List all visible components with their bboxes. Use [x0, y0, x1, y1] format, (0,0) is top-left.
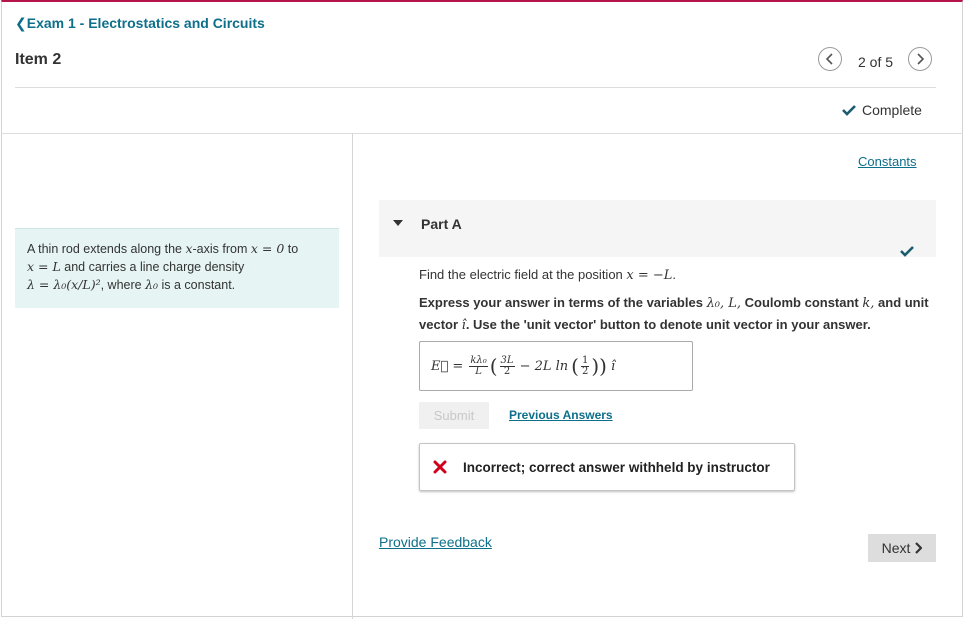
header-divider: [15, 87, 936, 88]
chevron-left-icon: [825, 53, 835, 65]
fraction-one-half: $\frac{1}{2}$: [581, 354, 589, 377]
error-x-icon: [433, 460, 447, 474]
checkmark-icon: [842, 104, 856, 116]
previous-answers-link[interactable]: Previous Answers: [509, 408, 613, 422]
provide-feedback-link[interactable]: Provide Feedback: [379, 534, 492, 550]
submitted-answer-field[interactable]: E⃗ = $\frac{\text{kλ₀}}{L}$ ( $\frac{3L}{2}$ − 2L ln ( $\frac{1}{2}$ )) î: [419, 341, 693, 391]
fraction-3l-over-2: $\frac{3L}{2}$: [500, 354, 514, 377]
problem-intro: A thin rod extends along the x-axis from x = 0 to x = L and carries a line charge density λ = λ₀(x/L)², where λ₀ is a constant.: [15, 228, 339, 308]
feedback-message: Incorrect; correct answer withheld by instructor: [463, 459, 770, 475]
question-text: Find the electric field at the position x = −L.: [419, 267, 677, 283]
fraction-k-lambda-over-l: $\frac{\text{kλ₀}}{L}$: [470, 354, 487, 377]
part-title: Part A: [421, 216, 462, 232]
answer-minus-term: − 2L ln: [519, 358, 569, 374]
answer-lhs: E⃗ =: [431, 358, 464, 374]
chevron-right-icon: [914, 542, 922, 554]
next-button[interactable]: [868, 534, 936, 562]
previous-item-button[interactable]: [818, 47, 842, 71]
part-a-header[interactable]: [379, 200, 936, 257]
constants-link[interactable]: Constants: [858, 154, 917, 169]
chevron-left-icon: ❮: [15, 15, 27, 31]
answer-unit-vector: î: [610, 358, 616, 374]
back-label: Exam 1 - Electrostatics and Circuits: [26, 15, 265, 31]
incorrect-feedback-box: [419, 443, 795, 491]
collapse-caret-icon[interactable]: [393, 220, 403, 227]
pane-divider: [352, 133, 353, 619]
item-pager: 2 of 5: [858, 54, 894, 70]
part-complete-check-icon: [900, 245, 914, 257]
status-text: Complete: [862, 102, 922, 118]
answer-instructions: Express your answer in terms of the variables λ₀, L, Coulomb constant k, and unit vector î. Use the 'unit vector' button to denote unit vector in your answer.: [419, 295, 929, 333]
submit-button[interactable]: Submit: [419, 402, 489, 429]
back-to-assignment-link[interactable]: [15, 15, 265, 32]
completion-status: [842, 102, 922, 118]
content-divider: [1, 133, 963, 134]
chevron-right-icon: [915, 53, 925, 65]
next-label: Next: [881, 540, 911, 556]
item-title: Item 2: [15, 51, 62, 68]
next-item-button[interactable]: [908, 47, 932, 71]
